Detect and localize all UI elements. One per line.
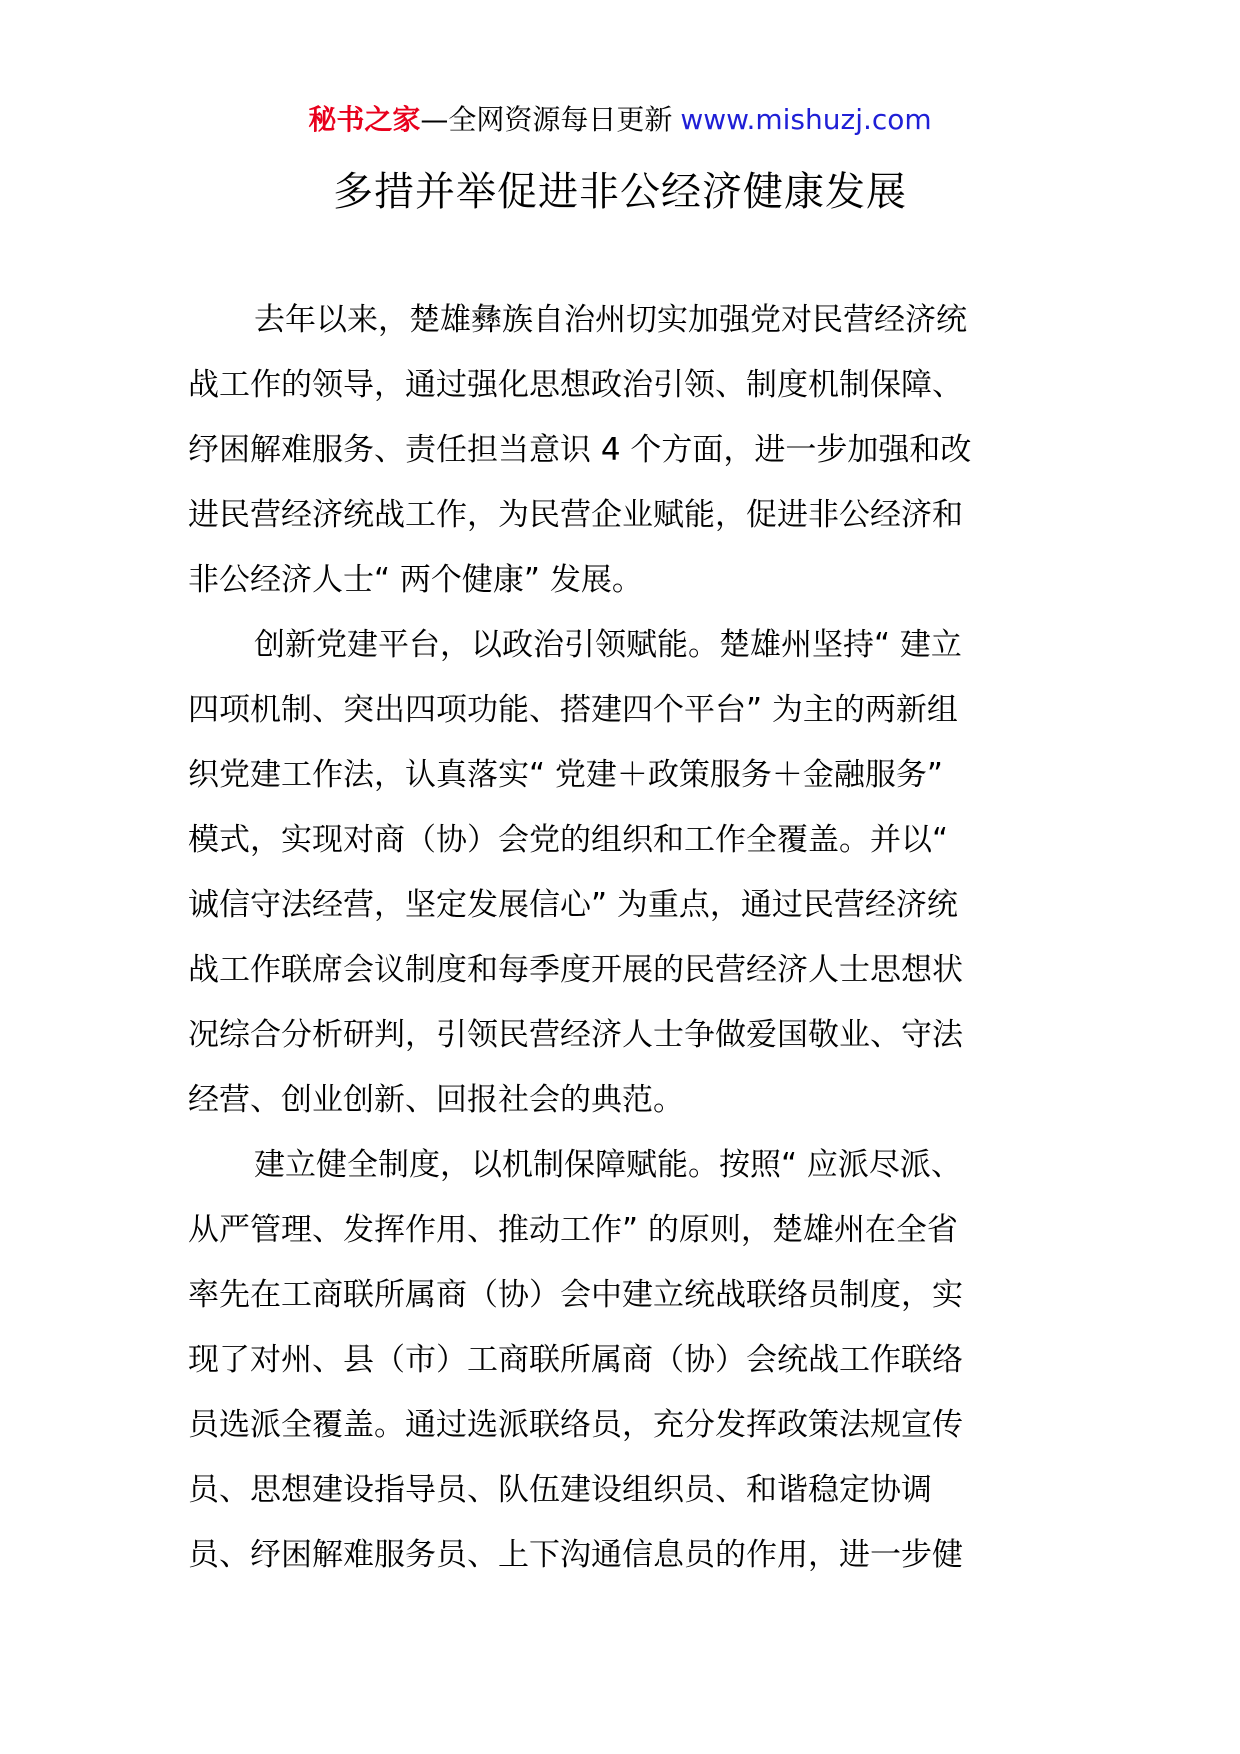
paragraph-line: 去年以来，楚雄彝族自治州切实加强党对民营经济统 <box>254 302 967 338</box>
paragraph-line: 战工作联席会议制度和每季度开展的民营经济人士思想状 <box>188 952 963 988</box>
paragraph-line: 进民营经济统战工作，为民营企业赋能，促进非公经济和 <box>188 497 963 533</box>
paragraph-line: 况综合分析研判，引领民营经济人士争做爱国敬业、守法 <box>188 1017 963 1053</box>
document-body <box>188 288 1054 1588</box>
paragraph-line: 纾困解难服务、责任担当意识 4 个方面，进一步加强和改 <box>188 432 972 468</box>
site-header <box>0 100 1240 140</box>
paragraph-line: 织党建工作法，认真落实“ 党建＋政策服务＋金融服务” <box>188 757 943 793</box>
brand-name: 秘书之家 <box>308 103 421 136</box>
paragraph-line: 率先在工商联所属商（协）会中建立统战联络员制度，实 <box>188 1277 963 1313</box>
paragraph-line: 员、纾困解难服务员、上下沟通信息员的作用，进一步健 <box>188 1537 963 1573</box>
paragraph-line: 战工作的领导，通过强化思想政治引领、制度机制保障、 <box>188 367 963 403</box>
paragraph-line: 员、思想建设指导员、队伍建设组织员、和谐稳定协调 <box>188 1472 932 1508</box>
paragraph-line: 诚信守法经营，坚定发展信心” 为重点，通过民营经济统 <box>188 887 958 923</box>
paragraph-line: 四项机制、突出四项功能、搭建四个平台” 为主的两新组 <box>188 692 958 728</box>
paragraph-line: 非公经济人士“ 两个健康” 发展。 <box>188 562 643 598</box>
document-title: 多措并举促进非公经济健康发展 <box>333 169 907 215</box>
site-url-link[interactable]: www.mishuzj.com <box>680 103 932 136</box>
paragraph-line: 模式，实现对商（协）会党的组织和工作全覆盖。并以“ <box>188 822 949 858</box>
paragraph-party-building <box>188 613 1054 1133</box>
paragraph-line: 从严管理、发挥作用、推动工作” 的原则，楚雄州在全省 <box>188 1212 958 1248</box>
paragraph-line: 经营、创业创新、回报社会的典范。 <box>188 1082 684 1118</box>
paragraph-line: 建立健全制度，以机制保障赋能。按照“ 应派尽派、 <box>254 1147 962 1183</box>
site-tagline: —全网资源每日更新 <box>420 103 673 136</box>
paragraph-line: 现了对州、县（市）工商联所属商（协）会统战工作联络 <box>188 1342 963 1378</box>
paragraph-line: 创新党建平台，以政治引领赋能。楚雄州坚持“ 建立 <box>254 627 962 663</box>
paragraph-line: 员选派全覆盖。通过选派联络员，充分发挥政策法规宣传 <box>188 1407 963 1443</box>
paragraph-intro <box>188 288 1054 613</box>
paragraph-institution <box>188 1133 1054 1588</box>
